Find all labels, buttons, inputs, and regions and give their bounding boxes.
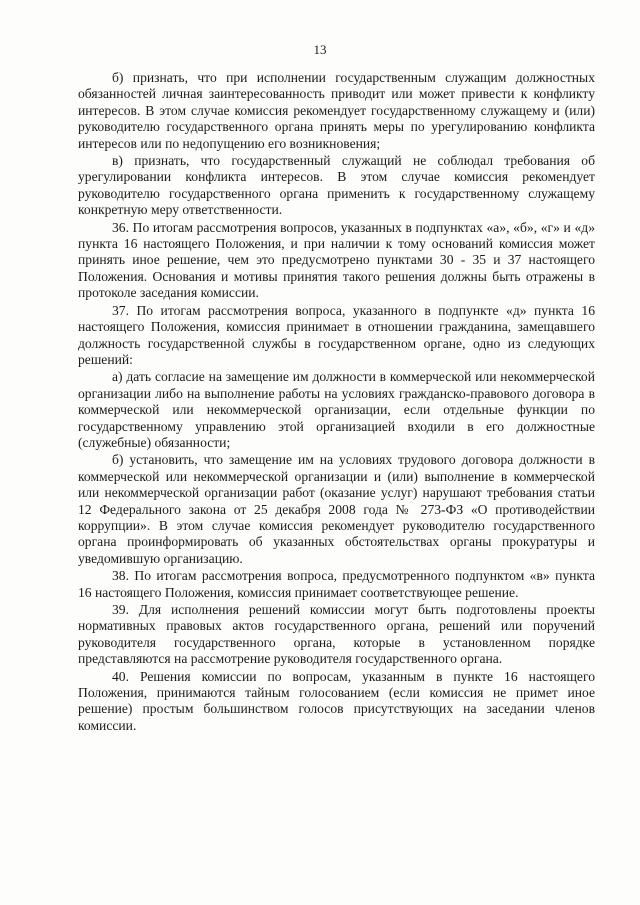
paragraph-37: 37. По итогам рассмотрения вопроса, указанного в подпункте «д» пункта 16 настоящего Положения, комиссия принимает в отношении гражданина, замещавшего должность государственной службы в государственном органе, одно из следующих решений: (78, 302, 595, 367)
paragraph-v-noncompliance: в) признать, что государственный служащий не соблюдал требования об урегулировании конфликта интересов. В этом случае комиссия рекомендует руководителю государственного органа применить к государственному служащему конкретную меру ответственности. (78, 153, 595, 218)
paragraph-40: 40. Решения комиссии по вопросам, указанным в пункте 16 настоящего Положения, принимаются тайным голосованием (если комиссия не примет иное решение) простым большинством голосов присутствующих на заседании членов комиссии. (78, 668, 595, 733)
paragraph-38: 38. По итогам рассмотрения вопроса, предусмотренного подпунктом «в» пункта 16 настоящего Положения, комиссия принимает соответствующее решение. (78, 568, 595, 600)
paragraph-b-conflict: б) признать, что при исполнении государственным служащим должностных обязанностей личная заинтересованность приводит или может привести к конфликту интересов. В этом случае комиссия рекомендует государственному служащему и (или) руководителю государственного органа принять меры по урегулированию конфликта интересов или по недопущению его возникновения; (78, 70, 595, 151)
paragraph-36: 36. По итогам рассмотрения вопросов, указанных в подпунктах «а», «б», «г» и «д» пункта 16 настоящего Положения, и при наличии к тому оснований комиссия может принять иное решение, чем это предусмотрено пунктами 30 - 35 и 37 настоящего Положения. Основания и мотивы принятия такого решения должны быть отражены в протоколе заседания комиссии. (78, 219, 595, 301)
page-number: 13 (313, 42, 327, 57)
paragraph-37-a: а) дать согласие на замещение им должности в коммерческой или некоммерческой организации либо на выполнение работы на условиях гражданско-правового договора в коммерческой или некоммерческой организации, если отдельные функции по государственному управлению этой организацией входили в его должностные (служебные) обязанности; (78, 369, 595, 450)
document-body (78, 70, 595, 734)
paragraph-37-b: б) установить, что замещение им на условиях трудового договора должности в коммерческой или некоммерческой организации и (или) выполнение в коммерческой или некоммерческой организации работ (оказание услуг) нарушают требования статьи 12 Федерального закона от 25 декабря 2008 года № 273-ФЗ «О противодействии коррупции». В этом случае комиссия рекомендует руководителю государственного органа проинформировать об указанных обстоятельствах органы прокуратуры и уведомившую организацию. (78, 452, 595, 566)
paragraph-39: 39. Для исполнения решений комиссии могут быть подготовлены проекты нормативных правовых актов государственного органа, решений или поручений руководителя государственного органа, которые в установленном порядке представляются на рассмотрение руководителя государственного органа. (78, 602, 595, 667)
